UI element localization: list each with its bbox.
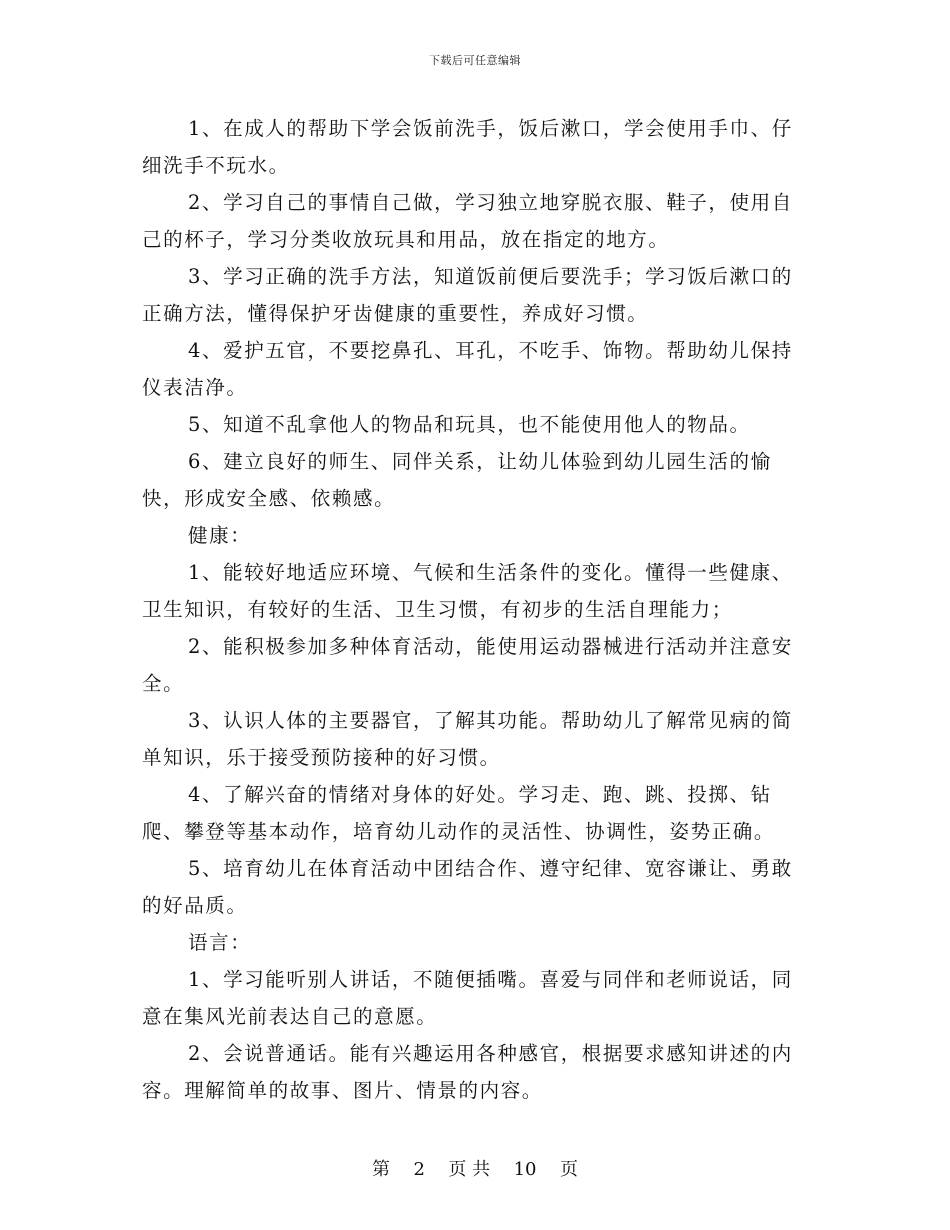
paragraph: 2、能积极参加多种体育活动，能使用运动器械进行活动并注意安全。: [142, 635, 793, 695]
footer-total-pages: 10: [513, 1159, 537, 1180]
paragraph: 3、学习正确的洗手方法，知道饭前便后要洗手；学习饭后漱口的正确方法，懂得保护牙齿健康的重要性，养成好习惯。: [142, 265, 793, 325]
paragraph: 4、爱护五官，不要挖鼻孔、耳孔，不吃手、饰物。帮助幼儿保持仪表洁净。: [142, 339, 793, 399]
paragraph: 3、认识人体的主要器官，了解其功能。帮助幼儿了解常见病的简单知识，乐于接受预防接种的好习惯。: [142, 709, 793, 769]
page-header-note: 下载后可任意编辑: [429, 54, 521, 67]
document-body: [142, 110, 808, 1109]
paragraph: 1、在成人的帮助下学会饭前洗手，饭后漱口，学会使用手巾、仔细洗手不玩水。: [142, 117, 793, 177]
page-number-footer: [0, 1155, 950, 1181]
paragraph: 1、学习能听别人讲话，不随便插嘴。喜爱与同伴和老师说话，同意在集风光前表达自己的意愿。: [142, 968, 793, 1028]
section-heading-health: 健康：: [188, 524, 252, 547]
footer-prefix: 第: [372, 1159, 391, 1180]
paragraph: 2、学习自己的事情自己做，学习独立地穿脱衣服、鞋子，使用自己的杯子，学习分类收放玩具和用品，放在指定的地方。: [142, 191, 793, 251]
footer-suffix: 页: [559, 1159, 578, 1180]
section-heading-language: 语言：: [188, 931, 252, 954]
paragraph: 4、了解兴奋的情绪对身体的好处。学习走、跑、跳、投掷、钻爬、攀登等基本动作，培育幼儿动作的灵活性、协调性，姿势正确。: [142, 783, 776, 843]
paragraph: 6、建立良好的师生、同伴关系，让幼儿体验到幼儿园生活的愉快，形成安全感、依赖感。: [142, 450, 772, 510]
footer-current-page: 2: [413, 1159, 425, 1180]
footer-middle: 页 共: [448, 1159, 491, 1180]
paragraph: 2、会说普通话。能有兴趣运用各种感官，根据要求感知讲述的内容。理解简单的故事、图片、情景的内容。: [142, 1042, 793, 1102]
paragraph: 1、能较好地适应环境、气候和生活条件的变化。懂得一些健康、卫生知识，有较好的生活、卫生习惯，有初步的生活自理能力；: [142, 561, 793, 621]
paragraph: 5、知道不乱拿他人的物品和玩具，也不能使用他人的物品。: [188, 413, 751, 436]
paragraph: 5、培育幼儿在体育活动中团结合作、遵守纪律、宽容谦让、勇敢的好品质。: [142, 857, 793, 917]
